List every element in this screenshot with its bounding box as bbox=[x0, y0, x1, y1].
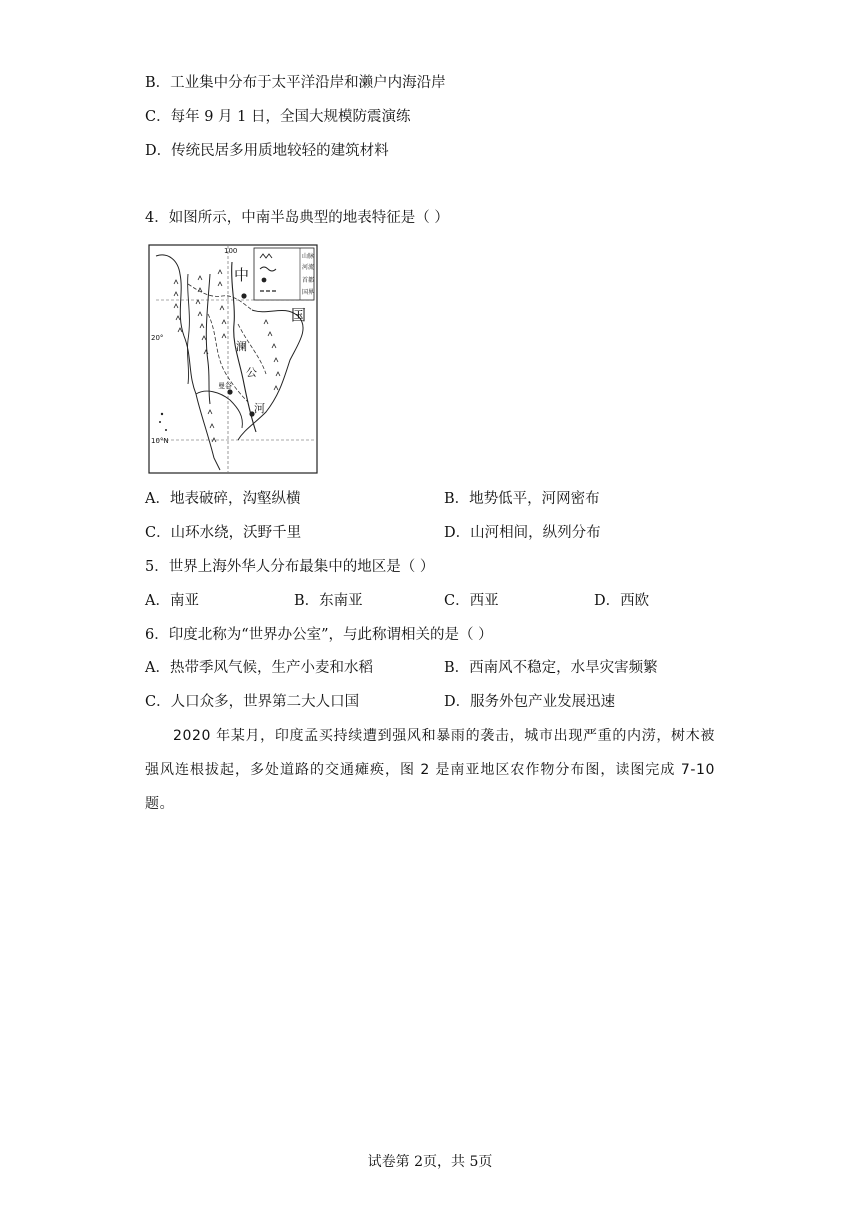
q5-stem: 5．世界上海外华人分布最集中的地区是（ ） bbox=[145, 559, 435, 575]
map-label-lancang: 澜 bbox=[236, 340, 247, 353]
q6-option-b: B．西南风不稳定，水旱灾害频繁 bbox=[444, 660, 658, 676]
map-label-zhong: 中 bbox=[234, 266, 250, 284]
map-label-guo: 国 bbox=[291, 306, 307, 324]
q5-option-c: C．西亚 bbox=[444, 593, 499, 609]
legend-border: 国界 bbox=[302, 289, 315, 296]
q6-option-d: D．服务外包产业发展迅速 bbox=[444, 694, 616, 710]
q4-stem: 4．如图所示，中南半岛典型的地表特征是（ ） bbox=[145, 210, 449, 226]
q5-option-d: D．西欧 bbox=[594, 593, 650, 609]
q3-option-b: B．工业集中分布于太平洋沿岸和濑户内海沿岸 bbox=[145, 75, 446, 91]
indochina-map bbox=[148, 244, 318, 474]
map-label-lat10: 10°N bbox=[151, 437, 169, 445]
q3-option-d: D．传统民居多用质地较轻的建筑材料 bbox=[145, 143, 389, 159]
legend-capital: 首都 bbox=[302, 277, 315, 284]
page-footer: 试卷第 2页，共 5页 bbox=[367, 1154, 493, 1170]
map-label-bangkok: 曼谷 bbox=[218, 382, 232, 390]
map-label-lon100: 100 bbox=[224, 247, 238, 255]
indochina-map-figure bbox=[148, 244, 318, 474]
passage-7-10: 2020 年某月，印度孟买持续遭到强风和暴雨的袭击，城市出现严重的内涝，树木被强风连根拔起，多处道路的交通瘫痪，图 2 是南亚地区农作物分布图，读图完成 7-10 题。 bbox=[145, 728, 715, 812]
q4-option-d: D．山河相间，纵列分布 bbox=[444, 525, 601, 541]
q3-option-c: C．每年 9 月 1 日，全国大规模防震演练 bbox=[145, 109, 411, 125]
q5-option-b: B．东南亚 bbox=[294, 593, 363, 609]
q4-option-a: A．地表破碎，沟壑纵横 bbox=[145, 491, 301, 507]
q4-option-b: B．地势低平，河网密布 bbox=[444, 491, 600, 507]
legend-river: 河流 bbox=[302, 264, 315, 271]
map-label-gong: 公 bbox=[246, 366, 257, 379]
legend-mountain: 山脉 bbox=[302, 253, 315, 260]
q6-option-a: A．热带季风气候，生产小麦和水稻 bbox=[145, 660, 373, 676]
map-label-he: 河 bbox=[254, 402, 265, 415]
q5-option-a: A．南亚 bbox=[145, 593, 199, 609]
q6-option-c: C．人口众多，世界第二大人口国 bbox=[145, 694, 360, 710]
q6-stem: 6．印度北称为“世界办公室”，与此称谓相关的是（ ） bbox=[145, 627, 493, 643]
q4-option-c: C．山环水绕，沃野千里 bbox=[145, 525, 302, 541]
map-label-lat20: 20° bbox=[151, 334, 164, 342]
